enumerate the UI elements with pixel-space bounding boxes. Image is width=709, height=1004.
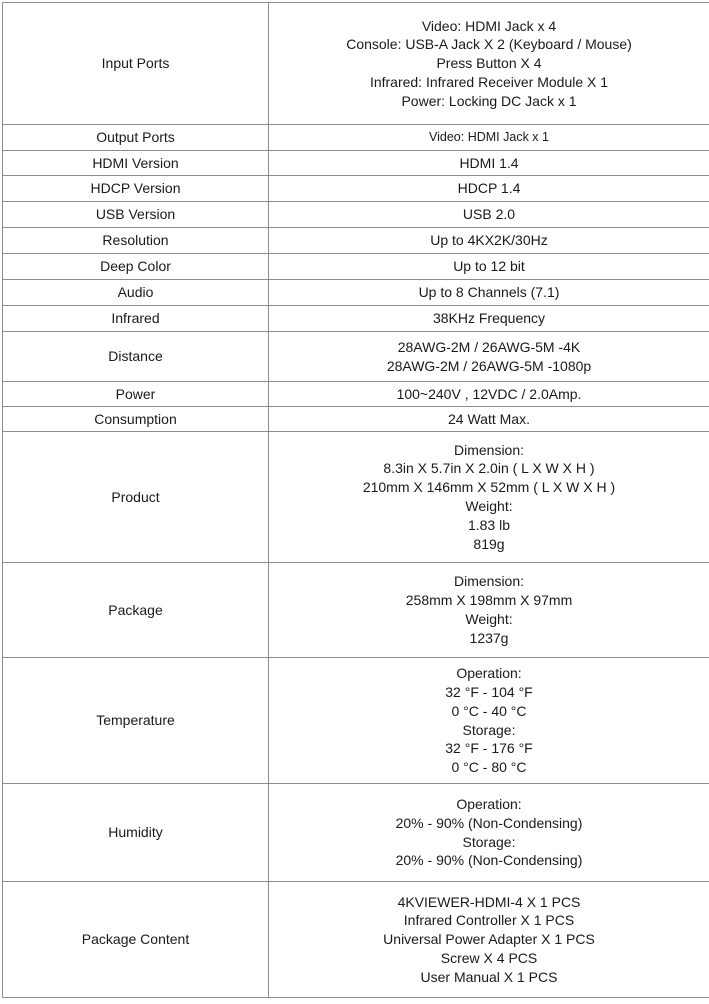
spec-value-line: 1237g [469, 629, 509, 646]
spec-row-consumption [3, 407, 709, 432]
spec-value-line: 28AWG-2M / 26AWG-5M -4K [397, 338, 581, 355]
spec-row-deep-color [3, 254, 709, 280]
spec-row-temperature [3, 658, 709, 784]
spec-value-line: 4KVIEWER-HDMI-4 X 1 PCS [397, 893, 581, 910]
spec-row-output-ports [3, 125, 709, 151]
spec-row-package-content [3, 882, 709, 998]
spec-value-line: Up to 8 Channels (7.1) [418, 284, 560, 301]
spec-value-line: Operation: [456, 795, 522, 812]
spec-label-hdcp-version: HDCP Version [3, 176, 269, 202]
spec-value-line: HDMI 1.4 [459, 154, 519, 171]
spec-value-line: 1.83 lb [467, 516, 511, 533]
spec-label-distance: Distance [3, 332, 269, 382]
spec-row-audio [3, 280, 709, 306]
spec-table-body [3, 3, 709, 998]
spec-value-line: Dimension: [453, 441, 525, 458]
spec-row-usb-version [3, 202, 709, 228]
spec-label-input-ports: Input Ports [3, 3, 269, 125]
spec-value-line: Screw X 4 PCS [440, 949, 538, 966]
spec-value-line: 32 °F - 176 °F [445, 740, 533, 757]
spec-row-humidity [3, 784, 709, 882]
spec-value-infrared [269, 306, 709, 332]
spec-value-input-ports [269, 3, 709, 125]
spec-value-hdmi-version [269, 151, 709, 176]
spec-value-line: Universal Power Adapter X 1 PCS [383, 931, 595, 948]
spec-label-audio: Audio [3, 280, 269, 306]
spec-row-hdmi-version [3, 151, 709, 176]
spec-value-output-ports [269, 125, 709, 151]
spec-value-line: 8.3in X 5.7in X 2.0in ( L X W X H ) [383, 460, 595, 477]
spec-value-humidity [269, 784, 709, 882]
spec-value-line: Storage: [462, 833, 516, 850]
spec-row-distance [3, 332, 709, 382]
spec-value-line: Up to 4KX2K/30Hz [430, 232, 548, 249]
spec-value-line: Infrared: Infrared Receiver Module X 1 [369, 73, 609, 90]
spec-value-line: 28AWG-2M / 26AWG-5M -1080p [386, 357, 592, 374]
spec-value-line: Up to 12 bit [453, 258, 525, 275]
spec-value-hdcp-version [269, 176, 709, 202]
spec-value-line: 0 °C - 40 °C [451, 702, 527, 719]
spec-value-line: 38KHz Frequency [432, 310, 546, 327]
spec-row-product [3, 432, 709, 563]
spec-value-package-content [269, 882, 709, 998]
spec-value-line: USB 2.0 [462, 206, 516, 223]
spec-value-line: Infrared Controller X 1 PCS [403, 912, 575, 929]
spec-value-line: Operation: [456, 665, 522, 682]
spec-value-line: 258mm X 198mm X 97mm [405, 592, 573, 609]
spec-value-line: 0 °C - 80 °C [451, 759, 527, 776]
spec-row-resolution [3, 228, 709, 254]
spec-label-output-ports: Output Ports [3, 125, 269, 151]
spec-value-usb-version [269, 202, 709, 228]
spec-value-line: 24 Watt Max. [448, 410, 530, 427]
spec-label-package: Package [3, 563, 269, 658]
spec-row-package [3, 563, 709, 658]
spec-value-audio [269, 280, 709, 306]
spec-label-consumption: Consumption [3, 407, 269, 432]
spec-value-line: User Manual X 1 PCS [420, 968, 558, 985]
spec-value-power [269, 382, 709, 407]
spec-value-temperature [269, 658, 709, 784]
spec-label-power: Power [3, 382, 269, 407]
spec-value-product [269, 432, 709, 563]
spec-value-line: 20% - 90% (Non-Condensing) [395, 852, 583, 869]
spec-value-line: Press Button X 4 [436, 55, 542, 72]
spec-value-deep-color [269, 254, 709, 280]
spec-value-line: 819g [473, 535, 505, 552]
spec-row-power [3, 382, 709, 407]
spec-label-product: Product [3, 432, 269, 563]
spec-label-deep-color: Deep Color [3, 254, 269, 280]
spec-value-line: 32 °F - 104 °F [445, 683, 533, 700]
spec-value-line: Weight: [465, 611, 513, 627]
spec-label-hdmi-version: HDMI Version [3, 151, 269, 176]
spec-value-distance [269, 332, 709, 382]
spec-row-input-ports [3, 3, 709, 125]
spec-value-consumption [269, 407, 709, 432]
spec-value-line: Video: HDMI Jack x 1 [429, 130, 549, 145]
spec-value-line: Video: HDMI Jack x 4 [421, 17, 557, 34]
spec-value-resolution [269, 228, 709, 254]
spec-value-line: 100~240V , 12VDC / 2.0Amp. [396, 385, 582, 402]
spec-row-hdcp-version [3, 176, 709, 202]
spec-table [2, 2, 709, 998]
spec-value-line: Console: USB-A Jack X 2 (Keyboard / Mouse) [346, 36, 632, 53]
spec-value-line: 210mm X 146mm X 52mm ( L X W X H ) [362, 479, 616, 496]
spec-value-line: Power: Locking DC Jack x 1 [401, 92, 577, 109]
spec-value-line: Dimension: [453, 573, 525, 590]
spec-label-package-content: Package Content [3, 882, 269, 998]
spec-value-line: 20% - 90% (Non-Condensing) [395, 814, 583, 831]
spec-label-resolution: Resolution [3, 228, 269, 254]
spec-label-humidity: Humidity [3, 784, 269, 882]
spec-label-infrared: Infrared [3, 306, 269, 332]
spec-value-line: Storage: [462, 721, 516, 738]
spec-value-package [269, 563, 709, 658]
spec-row-infrared [3, 306, 709, 332]
spec-value-line: HDCP 1.4 [457, 180, 521, 197]
spec-label-usb-version: USB Version [3, 202, 269, 228]
spec-value-line: Weight: [465, 498, 513, 514]
spec-label-temperature: Temperature [3, 658, 269, 784]
